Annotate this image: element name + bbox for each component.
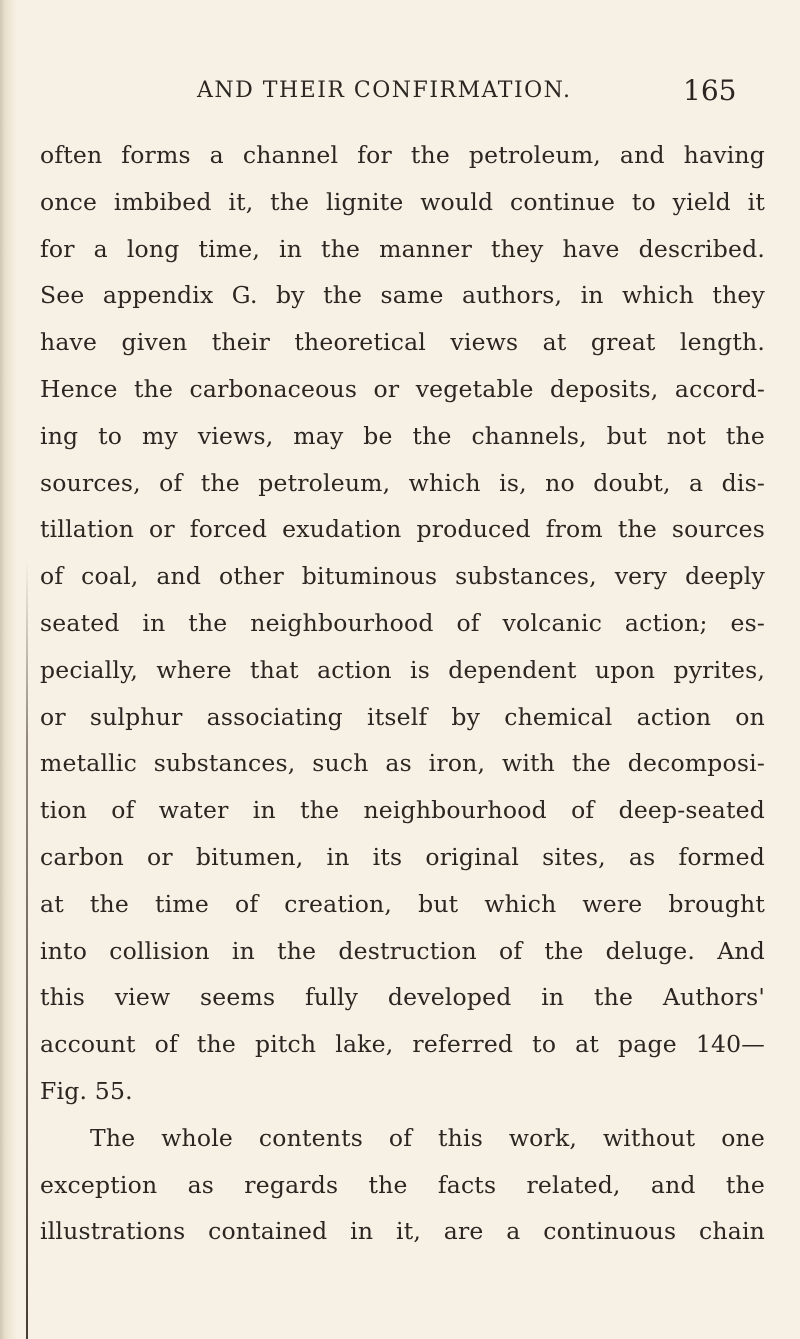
text-line: at the time of creation, but which were brought [40,889,765,918]
text-line: Hence the carbonaceous or vegetable deposits, accord- [40,374,765,403]
running-head: AND THEIR CONFIRMATION. [197,78,572,103]
page-number: 165 [683,74,737,107]
text-line: account of the pitch lake, referred to at page 140— [40,1030,765,1059]
text-line: into collision in the destruction of the deluge. And [40,936,765,965]
text-line: carbon or bitumen, in its original sites, as formed [40,842,765,871]
text-line: or sulphur associating itself by chemical action on [40,702,765,731]
text-line: Fig. 55. [40,1076,133,1105]
binding-edge-line [26,560,28,1339]
text-line: of coal, and other bituminous substances, very deeply [40,562,765,591]
text-line: pecially, where that action is dependent upon pyrites, [40,655,765,684]
text-line: for a long time, in the manner they have described. [40,234,765,263]
text-line: seated in the neighbourhood of volcanic action; es- [40,608,765,637]
text-line: once imbibed it, the lignite would continue to yield it [40,187,765,216]
text-line: ing to my views, may be the channels, but not the [40,421,765,450]
page-gutter-shadow [0,0,16,1339]
text-line: tion of water in the neighbourhood of deep-seated [40,796,765,825]
text-line: illustrations contained in it, are a continuous chain [40,1217,765,1246]
text-line: have given their theoretical views at great length. [40,328,765,357]
text-line: tillation or forced exudation produced from the sources [40,515,765,544]
text-line: The whole contents of this work, without one [90,1123,765,1152]
text-line: metallic substances, such as iron, with the decomposi- [40,749,765,778]
page-header [0,72,800,116]
page-body [40,132,765,1255]
text-line: See appendix G. by the same authors, in which they [40,281,765,310]
text-line: exception as regards the facts related, and the [40,1170,765,1199]
text-line: this view seems fully developed in the Authors' [40,983,765,1012]
text-line: often forms a channel for the petroleum, and having [40,141,765,169]
text-line: sources, of the petroleum, which is, no doubt, a dis- [40,468,765,497]
